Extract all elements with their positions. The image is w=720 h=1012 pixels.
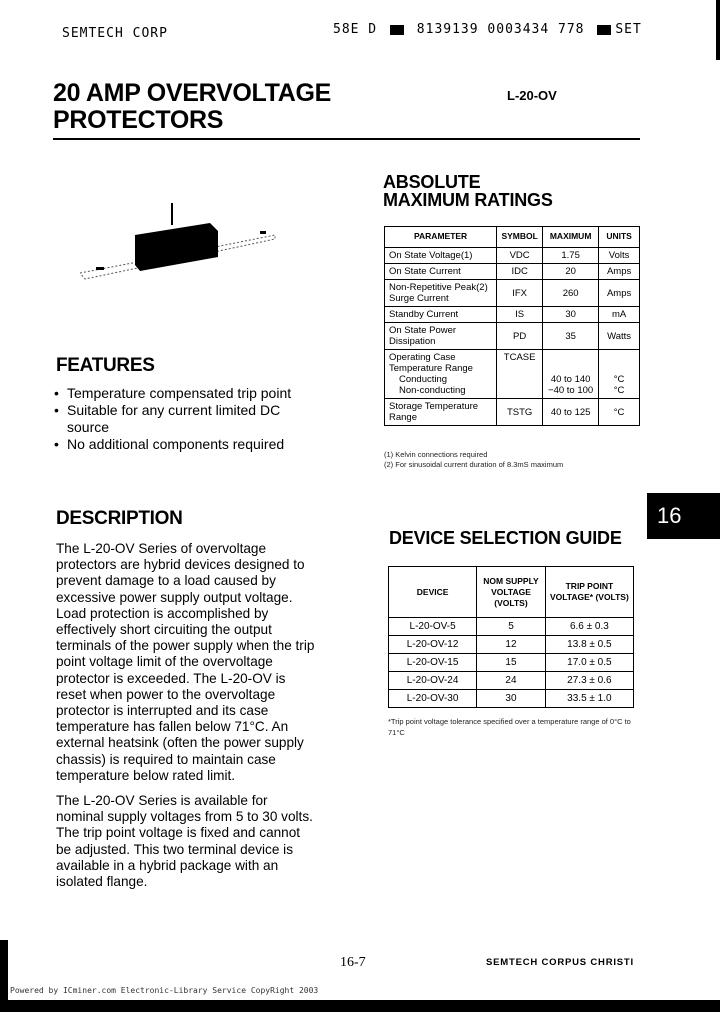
- units-cell: [599, 350, 640, 399]
- parameter-cell: Non-Repetitive Peak(2) Surge Current: [385, 280, 497, 307]
- description-heading: DESCRIPTION: [56, 508, 183, 529]
- black-marker: [597, 25, 611, 35]
- trip-point-cell: 33.5 ± 1.0: [545, 690, 633, 708]
- column-header: UNITS: [599, 227, 640, 248]
- title-divider: [53, 138, 640, 140]
- nom-supply-cell: 5: [477, 618, 546, 636]
- trip-point-cell: 6.6 ± 0.3: [545, 618, 633, 636]
- features-heading: FEATURES: [56, 355, 155, 376]
- dsg-footnote: *Trip point voltage tolerance specified over a temperature range of 0°C to 71°C: [388, 717, 631, 737]
- description-paragraph: The L-20-OV Series of overvoltage protectors are hybrid devices designed to prevent damage to a load caused by excessive power supply output voltage. Load protection is accomplished by effectively short circuiting the output terminals of the power supply when the trip point voltage limit of the overvoltage protector is exceeded. The L-20-OV is reset when power to the overvoltage protector is interrupted and its case temperature has fallen below 71°C. An external heatsink (often the power supply chassis) is required to maintain case temperature below rated limit.: [56, 541, 315, 783]
- parameter-label: Operating Case Temperature Range: [389, 352, 473, 374]
- table-row: [385, 323, 640, 350]
- code-number: 8139139 0003434 778: [416, 22, 585, 37]
- section-tab: 16: [647, 493, 720, 539]
- parameter-cell: On State Current: [385, 264, 497, 280]
- table-row: [389, 618, 634, 636]
- device-cell: L-20-OV-12: [389, 636, 477, 654]
- amr-heading-line-1: ABSOLUTE: [383, 172, 481, 192]
- title-line-2: PROTECTORS: [53, 106, 224, 134]
- footnote: (2) For sinusoidal current duration of 8.3mS maximum: [384, 460, 564, 469]
- device-cell: L-20-OV-5: [389, 618, 477, 636]
- description-paragraph: The L-20-OV Series is available for nominal supply voltages from 5 to 30 volts. The trip point voltage is fixed and cannot be adjusted. This two terminal device is available in a hybrid package with an isolated flange.: [56, 793, 313, 890]
- column-header: DEVICE: [389, 567, 477, 618]
- column-header: MAXIMUM: [543, 227, 599, 248]
- table-row: [385, 248, 640, 264]
- units-cell: mA: [599, 307, 640, 323]
- units-cell: °C: [599, 399, 640, 426]
- symbol-cell: PD: [497, 323, 543, 350]
- amr-heading: [383, 173, 553, 209]
- product-image: [80, 195, 280, 285]
- sub-parameter-conducting: Conducting: [399, 374, 448, 385]
- table-row: [385, 307, 640, 323]
- dsg-heading: DEVICE SELECTION GUIDE: [389, 528, 622, 548]
- symbol-cell: IS: [497, 307, 543, 323]
- footnote: (1) Kelvin connections required: [384, 450, 488, 459]
- maximum-cell: 35: [543, 323, 599, 350]
- units-cell: Amps: [599, 280, 640, 307]
- nom-supply-cell: 15: [477, 654, 546, 672]
- copyright-notice: Powered by ICminer.com Electronic-Library Service CopyRight 2003: [10, 986, 319, 995]
- parameter-cell: On State Power Dissipation: [385, 323, 497, 350]
- column-header: PARAMETER: [385, 227, 497, 248]
- parameter-cell: Standby Current: [385, 307, 497, 323]
- code-prefix: 58E D: [333, 22, 378, 37]
- maximum-cell: 260: [543, 280, 599, 307]
- parameter-cell: Storage Temperature Range: [385, 399, 497, 426]
- device-cell: L-20-OV-24: [389, 672, 477, 690]
- trip-point-cell: 13.8 ± 0.5: [545, 636, 633, 654]
- features-list: [54, 385, 324, 453]
- scan-edge-bar: [716, 0, 720, 60]
- parameter-cell: On State Voltage(1): [385, 248, 497, 264]
- maximum-non-conducting: −40 to 100: [548, 385, 594, 396]
- model-number: L-20-OV: [507, 88, 557, 103]
- feature-item: • Suitable for any current limited DC source: [54, 402, 324, 436]
- device-cell: L-20-OV-30: [389, 690, 477, 708]
- nom-supply-cell: 12: [477, 636, 546, 654]
- footer-brand: SEMTECH CORPUS CHRISTI: [486, 957, 634, 968]
- symbol-cell: IDC: [497, 264, 543, 280]
- feature-item: • Temperature compensated trip point: [54, 385, 324, 402]
- symbol-cell: TSTG: [497, 399, 543, 426]
- units-cell: Amps: [599, 264, 640, 280]
- parameter-cell: [385, 350, 497, 399]
- page-title: [53, 80, 331, 134]
- table-header-row: [385, 227, 640, 248]
- units-non-conducting: °C: [613, 385, 625, 396]
- symbol-cell: TCASE: [497, 350, 543, 399]
- units-cell: Watts: [599, 323, 640, 350]
- maximum-cell: 40 to 125: [543, 399, 599, 426]
- column-header: SYMBOL: [497, 227, 543, 248]
- maximum-cell: 20: [543, 264, 599, 280]
- table-row: [389, 672, 634, 690]
- feature-item: • No additional components required: [54, 436, 324, 453]
- dsg-table: [388, 566, 634, 708]
- sub-parameter-non-conducting: Non-conducting: [399, 385, 466, 396]
- table-row: [385, 264, 640, 280]
- trip-point-cell: 27.3 ± 0.6: [545, 672, 633, 690]
- maximum-conducting: 40 to 140: [550, 374, 591, 385]
- maximum-cell: [543, 350, 599, 399]
- table-row: [389, 654, 634, 672]
- amr-table: [384, 226, 640, 426]
- trip-point-cell: 17.0 ± 0.5: [545, 654, 633, 672]
- nom-supply-cell: 30: [477, 690, 546, 708]
- black-marker: [390, 25, 404, 35]
- table-row: [389, 636, 634, 654]
- table-row: [385, 280, 640, 307]
- title-line-1: 20 AMP OVERVOLTAGE: [53, 79, 331, 107]
- page-number: 16-7: [340, 955, 366, 970]
- table-row: [389, 690, 634, 708]
- symbol-cell: IFX: [497, 280, 543, 307]
- header-company: SEMTECH CORP: [62, 26, 168, 41]
- table-header-row: [389, 567, 634, 618]
- scan-edge-band: [0, 1000, 720, 1012]
- header-doc-code: [333, 22, 642, 37]
- table-row: [385, 399, 640, 426]
- units-cell: Volts: [599, 248, 640, 264]
- amr-heading-line-2: MAXIMUM RATINGS: [383, 190, 553, 210]
- nom-supply-cell: 24: [477, 672, 546, 690]
- device-cell: L-20-OV-15: [389, 654, 477, 672]
- symbol-cell: VDC: [497, 248, 543, 264]
- maximum-cell: 1.75: [543, 248, 599, 264]
- column-header: TRIP POINT VOLTAGE* (VOLTS): [545, 567, 633, 618]
- column-header: NOM SUPPLY VOLTAGE (VOLTS): [477, 567, 546, 618]
- code-suffix: SET: [615, 22, 642, 37]
- amr-footnotes: [384, 450, 563, 470]
- table-row: [385, 350, 640, 399]
- maximum-cell: 30: [543, 307, 599, 323]
- units-conducting: °C: [613, 374, 625, 385]
